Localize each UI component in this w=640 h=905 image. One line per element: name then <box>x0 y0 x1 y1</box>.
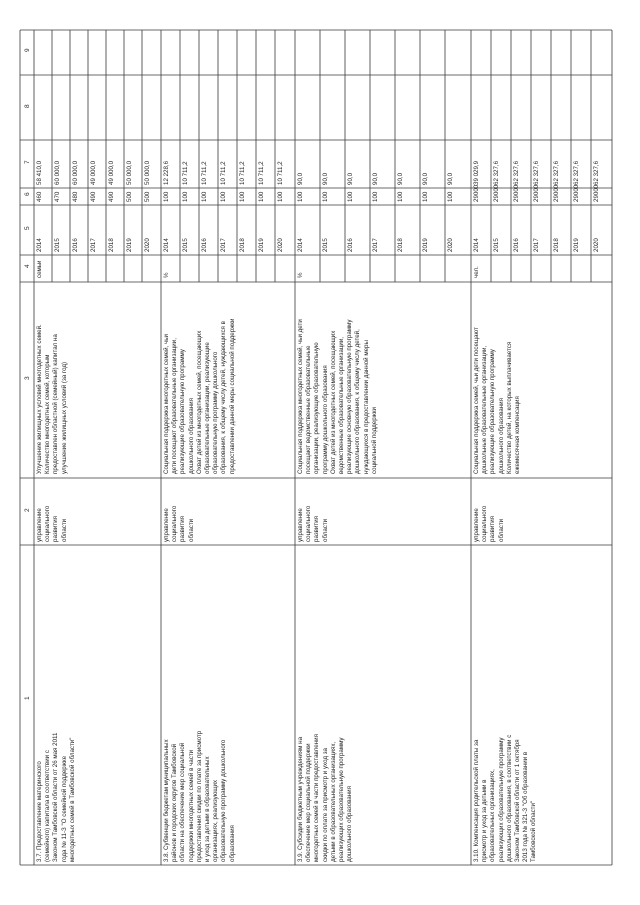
program-text: скидки по оплате за присмотр и уход за <box>321 748 329 862</box>
indicator-text: ведомственные образовательные организации, <box>338 336 345 474</box>
funding-amount: 62 327,6 <box>573 160 580 185</box>
indicator-text: Охват детей из многодетных семей, посещающих <box>195 330 203 474</box>
indicator-value: 100 <box>322 191 329 202</box>
program-text: Тамбовской области" <box>530 800 538 862</box>
funding-amount: 62 327,6 <box>593 160 600 185</box>
year-cell: 2015 <box>493 238 500 252</box>
year-cell: 2018 <box>397 238 404 252</box>
indicator-value: 100 <box>220 191 227 202</box>
column-number-header: 6 <box>24 192 31 196</box>
funding-amount: 60 000,0 <box>54 160 61 185</box>
program-text: области на обеспечение мер социальной <box>179 742 187 862</box>
year-cell: 2016 <box>513 238 520 252</box>
year-cell: 2016 <box>72 238 79 252</box>
indicator-text: дошкольного образования <box>187 398 195 474</box>
program-text: образовательную программу дошкольного <box>220 739 228 862</box>
program-text: 2013 года № 321-З "Об образовании в <box>522 751 530 862</box>
indicator-text: улучшение жилищных условий (за год) <box>60 361 68 474</box>
year-cell: 2015 <box>322 238 329 252</box>
year-cell: 2018 <box>108 238 115 252</box>
indicator-value: 100 <box>201 191 208 202</box>
funding-amount: 50 000,0 <box>144 160 151 185</box>
responsible-org: области <box>497 518 505 542</box>
indicator-value: 480 <box>72 191 79 202</box>
indicator-value: 29000 <box>533 184 540 202</box>
program-text: поддержки многодетных семей в части <box>187 749 195 862</box>
indicator-value: 29000 <box>473 184 480 202</box>
program-text: года № 11-З "О семейной поддержке <box>60 755 68 862</box>
program-text: предоставления скидки по плате за присмотр <box>195 730 203 862</box>
program-text: 3.9. Субсидии бюджетным учреждениям на <box>297 736 304 862</box>
year-cell: 2017 <box>372 238 379 252</box>
indicator-text: дошкольные образовательные организации, <box>481 345 489 474</box>
indicator-text: социальной поддержки <box>370 407 378 474</box>
year-cell: 2016 <box>201 238 208 252</box>
program-text: 3.8. Субвенции бюджетам муниципальных <box>163 739 170 862</box>
column-number-header: 3 <box>24 376 31 380</box>
funding-amount: 90,0 <box>322 172 329 185</box>
funding-amount: 90,0 <box>447 172 454 185</box>
responsible-org: управление <box>297 508 304 542</box>
responsible-org: социального <box>171 505 179 542</box>
indicator-text: дети посещают образовательные организации, <box>171 338 179 474</box>
year-cell: 2017 <box>90 238 97 252</box>
year-cell: 2014 <box>163 238 170 252</box>
indicator-text: дошкольного образования <box>497 398 505 474</box>
unit-of-measure: % <box>297 272 304 278</box>
funding-amount: 10 711,2 <box>182 161 189 185</box>
funding-amount: 90,0 <box>347 172 354 185</box>
column-number-header: 8 <box>24 104 31 108</box>
indicator-text: Количество детей, на которых выплачивается <box>505 341 513 474</box>
program-text: многодетных семей в части предоставления <box>313 734 321 862</box>
program-text: организациях, реализующих <box>212 779 220 862</box>
program-text: реализующих образовательную программу <box>497 737 505 862</box>
indicator-value: 100 <box>447 191 454 202</box>
indicator-value: 100 <box>297 191 304 202</box>
indicator-value: 29000 <box>553 184 560 202</box>
indicator-text: предоставлен областной (семейный) капитал на <box>52 334 60 474</box>
column-number-header: 5 <box>24 226 31 230</box>
program-text: дошкольного образования, в соответствии с <box>505 734 513 862</box>
unit-of-measure: чел. <box>473 266 480 278</box>
funding-amount: 50 000,0 <box>126 160 133 185</box>
responsible-org: развития <box>489 515 497 542</box>
program-text: образовательных организациях, <box>489 769 497 862</box>
indicator-value: 100 <box>397 191 404 202</box>
indicator-value: 490 <box>90 191 97 202</box>
funding-amount: 62 327,6 <box>533 160 540 185</box>
funding-amount: 58 410,0 <box>36 160 43 185</box>
indicator-value: 100 <box>422 191 429 202</box>
unit-of-measure: семьи <box>36 260 43 278</box>
indicator-text: образования, к общему числу детей, нуждающихся в <box>220 321 228 474</box>
indicator-value: 29000 <box>593 184 600 202</box>
program-text: (семейного) капитала в соответствии с <box>44 750 52 862</box>
indicator-value: 100 <box>258 191 265 202</box>
unit-of-measure: % <box>163 272 170 278</box>
responsible-org: развития <box>179 515 187 542</box>
indicator-text: предоставлении данной меры социальной поддержки <box>228 318 236 474</box>
responsible-org: социального <box>305 505 313 542</box>
program-text: дошкольного образования <box>346 786 354 862</box>
funding-amount: 62 327,6 <box>493 160 500 185</box>
year-cell: 2015 <box>182 238 189 252</box>
funding-amount: 62 327,6 <box>553 160 560 185</box>
indicator-value: 500 <box>126 191 133 202</box>
responsible-org: развития <box>52 515 60 542</box>
indicator-text: Количество многодетных семей, которым <box>44 354 52 474</box>
program-text: образования <box>228 825 236 862</box>
responsible-org: области <box>187 518 195 542</box>
indicator-text: образовательную программу дошкольного <box>212 351 220 474</box>
responsible-org: области <box>321 518 329 542</box>
indicator-value: 100 <box>347 191 354 202</box>
year-cell: 2020 <box>593 238 600 252</box>
indicator-value: 29000 <box>493 184 500 202</box>
funding-amount: 90,0 <box>422 172 429 185</box>
indicator-value: 490 <box>108 191 115 202</box>
indicator-text: Социальная поддержка многодетных семей, чьи дети <box>297 319 304 474</box>
funding-amount: 49 000,0 <box>108 160 115 185</box>
indicator-value: 100 <box>239 191 246 202</box>
indicator-text: дошкольного образования, к общему числу детей, <box>354 329 362 474</box>
funding-amount: 60 000,0 <box>72 160 79 185</box>
responsible-org: управление <box>36 508 43 542</box>
funding-amount: 12 228,6 <box>163 160 170 185</box>
indicator-text: Улучшение жилищных условий многодетных семей. <box>36 324 43 474</box>
funding-amount: 90,0 <box>297 172 304 185</box>
funding-amount: 39 029,9 <box>473 160 480 185</box>
indicator-value: 100 <box>372 191 379 202</box>
indicator-text: реализующие образовательную программу <box>179 349 187 474</box>
indicator-text: ежемесячная компенсация <box>514 396 521 474</box>
funding-amount: 10 711,2 <box>239 161 246 185</box>
funding-amount: 90,0 <box>372 172 379 185</box>
responsible-org: управление <box>163 508 170 542</box>
year-cell: 2020 <box>277 238 284 252</box>
year-cell: 2019 <box>258 238 265 252</box>
year-cell: 2019 <box>126 238 133 252</box>
year-cell: 2014 <box>36 238 43 252</box>
year-cell: 2017 <box>533 238 540 252</box>
indicator-text: реализующие образовательную программу <box>489 349 497 474</box>
year-cell: 2019 <box>422 238 429 252</box>
column-number-header: 7 <box>24 160 31 164</box>
program-text: обеспечение мер социальной поддержки <box>305 743 313 862</box>
funding-amount: 49 000,0 <box>90 160 97 185</box>
column-number-header: 2 <box>24 508 31 512</box>
program-text: и уход за детьми в образовательных <box>204 756 211 862</box>
indicator-text: образовательные организации, реализующие <box>204 342 211 474</box>
indicator-text: организации, реализующие образовательную <box>313 342 321 474</box>
indicator-text: посещают ведомственные образовательные <box>305 345 313 474</box>
funding-amount: 62 327,6 <box>513 160 520 185</box>
program-text: 3.10. Компенсация родительской платы за <box>473 739 480 862</box>
column-number-header: 4 <box>24 264 31 268</box>
program-text: детьми в образовательных организациях, <box>329 741 337 862</box>
funding-amount: 10 711,2 <box>277 161 284 185</box>
indicator-value: 460 <box>36 191 43 202</box>
funding-amount: 10 711,2 <box>220 161 227 185</box>
column-number-header: 1 <box>24 696 31 700</box>
responsible-org: социального <box>44 505 52 542</box>
indicator-value: 470 <box>54 191 61 202</box>
year-cell: 2018 <box>239 238 246 252</box>
year-cell: 2019 <box>573 238 580 252</box>
year-cell: 2014 <box>297 238 304 252</box>
indicator-text: Социальная поддержка многодетных семей, чьи <box>163 334 170 474</box>
indicator-value: 100 <box>182 191 189 202</box>
indicator-text: нуждающихся в предоставлении данной меры <box>362 340 370 474</box>
year-cell: 2016 <box>347 238 354 252</box>
indicator-value: 500 <box>144 191 151 202</box>
indicator-text: Социальная поддержка семей, чьи дети посещают <box>473 327 480 474</box>
program-text: присмотр и уход за детьми в <box>481 779 489 862</box>
year-cell: 2014 <box>473 238 480 252</box>
program-text: многодетных семей в Тамбовской области" <box>68 737 76 862</box>
column-number-header: 9 <box>24 48 31 52</box>
year-cell: 2018 <box>553 238 560 252</box>
program-text: Законом Тамбовской области от 1 октября <box>514 739 521 862</box>
responsible-org: области <box>60 518 68 542</box>
responsible-org: управление <box>473 508 480 542</box>
indicator-value: 100 <box>163 191 170 202</box>
indicator-text: реализующие основную образовательную программу <box>346 319 354 474</box>
indicator-value: 100 <box>277 191 284 202</box>
funding-amount: 10 711,2 <box>201 161 208 185</box>
program-text: 3.7. Предоставление материнского <box>36 761 43 862</box>
indicator-text: Охват детей из многодетных семей, посещающих <box>329 330 337 474</box>
program-text: реализующих образовательную программу <box>338 737 345 862</box>
funding-amount: 10 711,2 <box>258 161 265 185</box>
year-cell: 2017 <box>220 238 227 252</box>
year-cell: 2020 <box>144 238 151 252</box>
program-text: Законом Тамбовской области от 26 мая 2011 <box>52 732 60 862</box>
responsible-org: социального <box>481 505 489 542</box>
indicator-text: программу дошкольного образования <box>321 365 329 474</box>
year-cell: 2020 <box>447 238 454 252</box>
year-cell: 2015 <box>54 238 61 252</box>
indicator-value: 29000 <box>513 184 520 202</box>
program-text: районов и городских округов Тамбовской <box>171 743 179 862</box>
funding-amount: 90,0 <box>397 172 404 185</box>
responsible-org: развития <box>313 515 321 542</box>
indicator-value: 29000 <box>573 184 580 202</box>
